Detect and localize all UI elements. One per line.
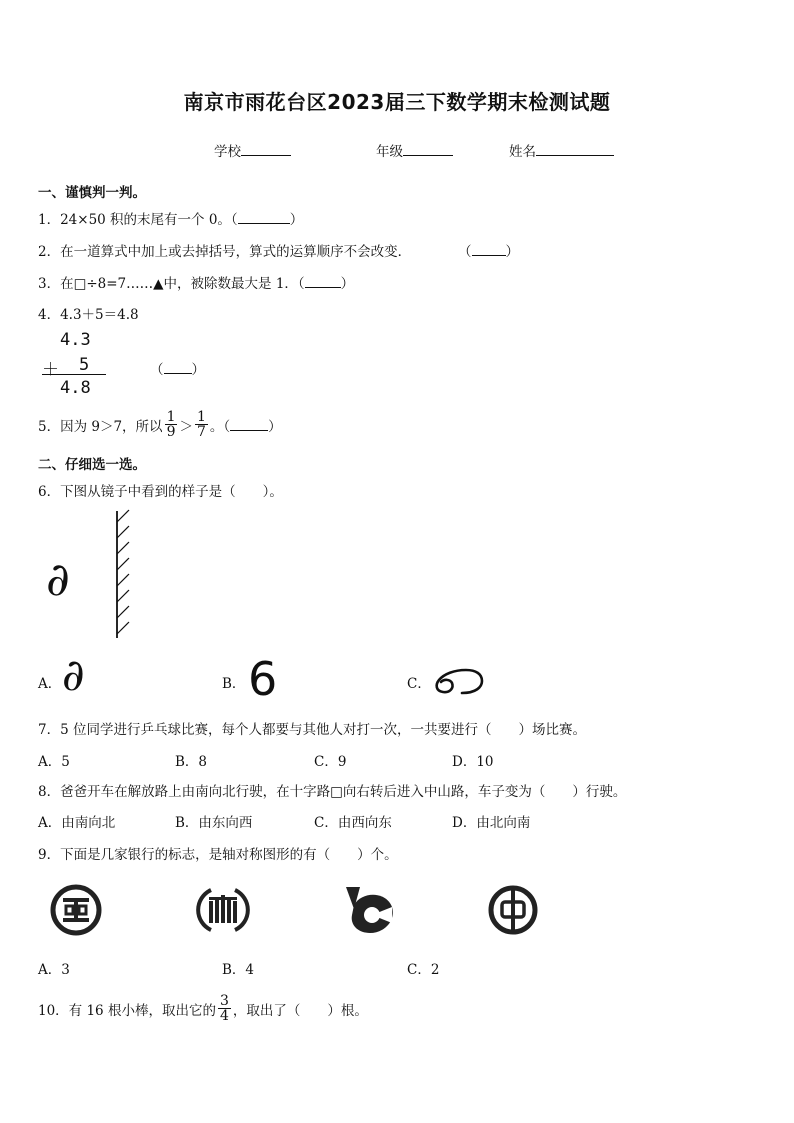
question-8: 8．爸爸开车在解放路上由南向北行驶，在十字路□向右转后进入中山路，车子变为（ ）行驶。 <box>38 784 627 800</box>
answer-blank-1[interactable] <box>238 211 290 224</box>
section-heading-1: 一、谨慎判一判。 <box>38 185 146 201</box>
question-9: 9．下面是几家银行的标志，是轴对称图形的有（ ）个。 <box>38 847 398 863</box>
option-9c[interactable]: C．2 <box>407 962 440 978</box>
school-field[interactable] <box>214 140 291 160</box>
vertical-calc-top: 4.3 <box>60 330 91 350</box>
grade-label: 年级 <box>376 144 403 160</box>
boc-logo <box>486 883 540 937</box>
option-7d[interactable]: D．10 <box>452 754 494 770</box>
question-1: 1．24×50 积的末尾有一个 0。（ ） <box>38 212 304 228</box>
name-blank[interactable] <box>536 142 614 156</box>
vertical-calc-op: ＋ <box>42 360 59 380</box>
question-5: 5．因为 9＞7，所以 $\frac{1}{9}$ ＞ $\frac{1}{7}$ 。（ ） <box>38 409 282 440</box>
question-6: 6．下图从镜子中看到的样子是（ ）。 <box>38 484 283 500</box>
answer-blank-4[interactable] <box>164 361 192 374</box>
option-6c-label: C． <box>407 676 431 692</box>
option-7b[interactable]: B．8 <box>175 754 208 770</box>
fraction-one-ninth: $\frac{1}{9}$ <box>166 409 176 440</box>
question-4: 4．4.3＋5＝4.8 <box>38 307 139 323</box>
section-heading-2: 二、仔细选一选。 <box>38 457 146 473</box>
question-3-text: 3．在□÷8=7……▲中，被除数最大是 1．（ <box>38 276 305 292</box>
option-6b-label: B． <box>222 676 246 692</box>
question-2-text: 2．在一道算式中加上或去掉括号，算式的运算顺序不会改变． <box>38 244 412 260</box>
option-8a[interactable]: A．由南向北 <box>38 815 116 831</box>
question-1-text: 1．24×50 积的末尾有一个 0。（ <box>38 212 238 228</box>
fraction-one-seventh: $\frac{1}{7}$ <box>196 409 206 440</box>
question-3: 3．在□÷8=7……▲中，被除数最大是 1．（ ） <box>38 276 355 292</box>
option-6b-glyph[interactable]: 6 <box>248 652 278 706</box>
answer-blank-2[interactable] <box>472 243 506 256</box>
page-title: 南京市雨花台区2023届三下数学期末检测试题 <box>183 90 611 114</box>
option-8d[interactable]: D．由北向南 <box>452 815 531 831</box>
question-7: 7．5 位同学进行乒乓球比赛，每个人都要与其他人对打一次，一共要进行（ ）场比赛。 <box>38 722 586 738</box>
answer-blank-3[interactable] <box>305 275 341 288</box>
vertical-calc-rule <box>42 374 106 375</box>
answer-bracket-4: （ ） <box>150 362 205 378</box>
icbc-logo <box>49 883 103 937</box>
answer-bracket-2: （ ） <box>458 244 519 260</box>
fraction-three-quarters: $\frac{3}{4}$ <box>219 993 229 1024</box>
option-8c[interactable]: C．由西向东 <box>314 815 392 831</box>
option-7c[interactable]: C．9 <box>314 754 347 770</box>
question-10: 10．有 16 根小棒，取出它的 $\frac{3}{4}$ ，取出了（ ）根。 <box>38 993 368 1024</box>
citic-logo <box>195 883 251 937</box>
vertical-calc-result: 4.8 <box>60 378 91 398</box>
school-label: 学校 <box>214 144 241 160</box>
everbright-logo <box>340 881 398 937</box>
grade-blank[interactable] <box>403 142 453 156</box>
name-label: 姓名 <box>509 144 536 160</box>
mirror-icon <box>112 508 136 640</box>
school-blank[interactable] <box>241 142 291 156</box>
vertical-calc-mid: 5 <box>79 355 90 375</box>
option-6a-label: A． <box>38 676 62 692</box>
option-9a[interactable]: A．3 <box>38 962 70 978</box>
option-9b[interactable]: B．4 <box>222 962 255 978</box>
answer-blank-5[interactable] <box>230 418 268 431</box>
rotated-six-icon[interactable] <box>432 666 486 698</box>
grade-field[interactable] <box>376 140 453 160</box>
original-symbol: ∂ <box>46 552 70 606</box>
option-8b[interactable]: B．由东向西 <box>175 815 253 831</box>
name-field[interactable] <box>509 140 614 160</box>
option-7a[interactable]: A．5 <box>38 754 70 770</box>
option-6a-glyph[interactable]: ∂ <box>62 650 85 701</box>
question-2 <box>38 240 411 260</box>
